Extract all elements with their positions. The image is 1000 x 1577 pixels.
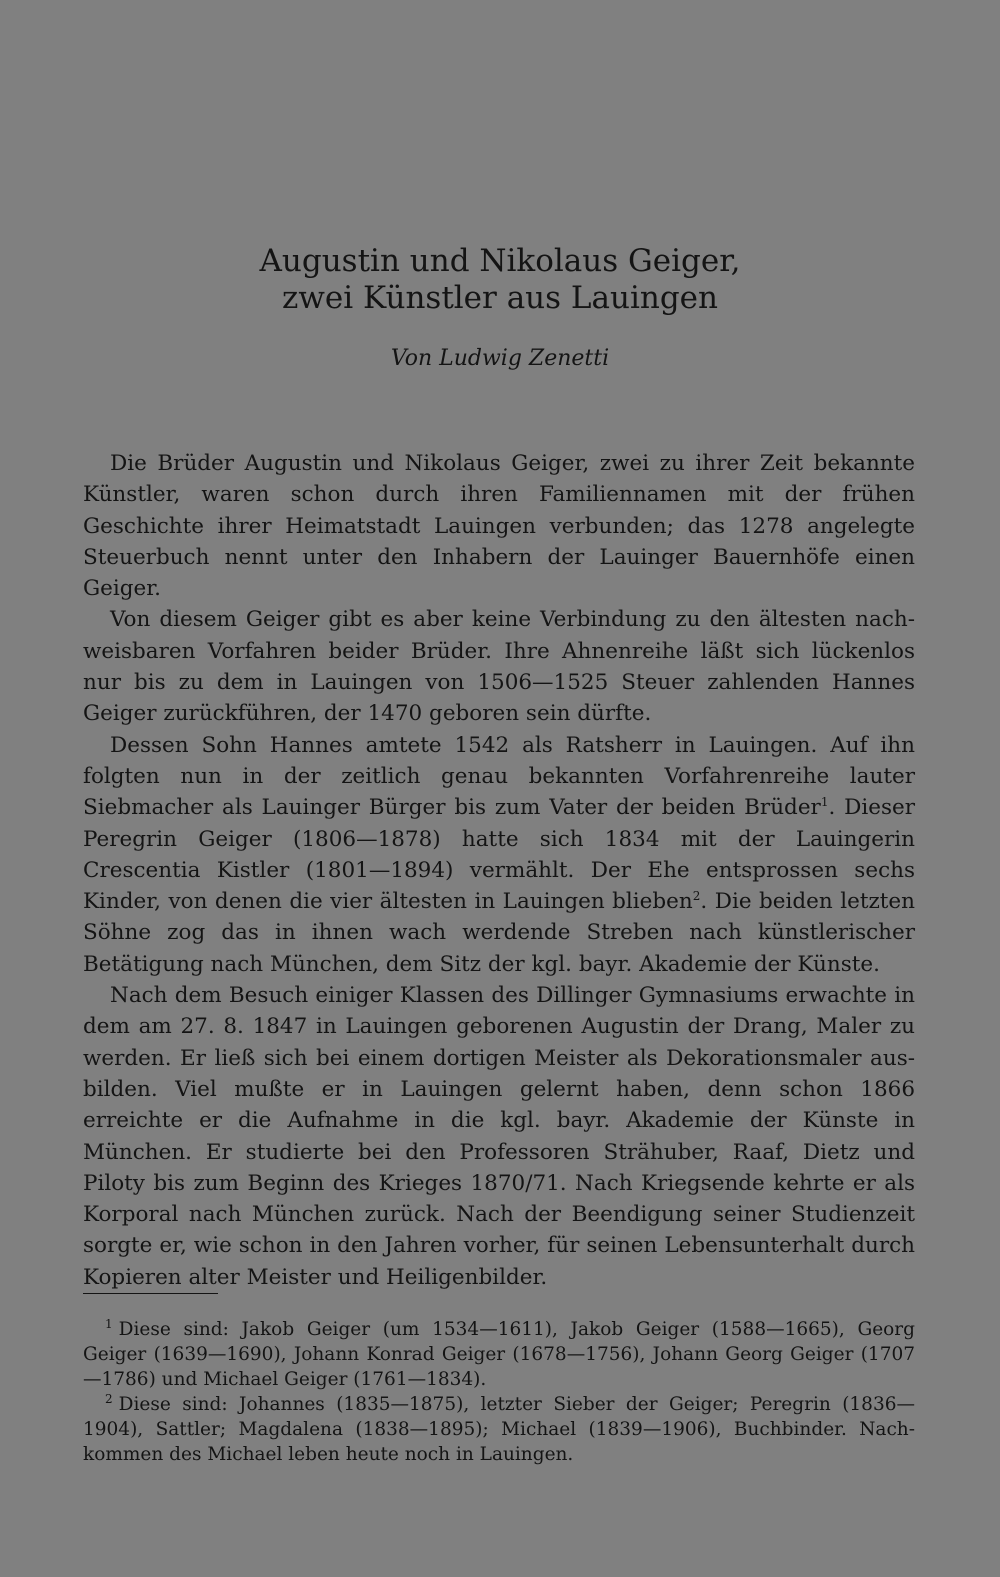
author-byline: Von Ludwig Zenetti — [390, 346, 610, 371]
footnote-reference[interactable]: 2 — [692, 889, 701, 903]
paragraph — [83, 604, 915, 729]
footnote-divider — [83, 1293, 218, 1294]
footnote — [83, 1317, 915, 1392]
paragraph-text: . Dieser Peregrin Geiger (1806—1878) hatte sich 1834 mit der Lauingerin Crescentia Kistler (1801—​1894) vermählt. Der Ehe entsprossen sechs Kinder, von denen die vier ältesten in Lauingen blieben — [83, 795, 915, 915]
footnote — [83, 1392, 915, 1467]
footnote-text: Diese sind: Johannes (1835—1875), letzter Sieber der Geiger; Peregrin (1836—​1904), Sattler; Magdalena (1838—1895); Michael (1839—1906), Buchbinder. Nachkommen des Michael leben heute noch in Lauingen. — [83, 1394, 915, 1465]
footnote-mark: 2 — [105, 1391, 113, 1406]
title-line-1: Augustin und Nikolaus Geiger, — [259, 243, 741, 279]
paragraph-text: . Die beiden letzten Söhne zog das in ihnen wach werdende Streben nach künstlerischer Betätigung nach München, dem Sitz der kgl. bayr. Akademie der Künste. — [83, 889, 915, 977]
paragraph-text: Nach dem Besuch einiger Klassen des Dillinger Gymnasiums erwachte in dem am 27. 8. 1847 in Lauingen geborenen Augustin der Drang, Maler zu werden. Er ließ sich bei einem dortigen Meister als Dekorationsmaler ausbilden. Viel mußte er in Lauingen gelernt haben, denn schon 1866 erreichte er die Aufnahme in die kgl. bayr. Akademie der Künste in München. Er studierte bei den Professoren Strähuber, Raaf, Dietz und Piloty bis zum Beginn des Krieges 1870/71. Nach Kriegsende kehrte er als Korporal nach München zurück. Nach der Beendigung seiner Studienzeit sorgte er, wie schon in den Jahren vorher, für seinen Lebensunterhalt durch Kopieren alter Meister und Heiligenbilder. — [83, 983, 915, 1290]
footnote-reference[interactable]: 1 — [820, 795, 829, 810]
body-text — [83, 448, 915, 1293]
footnotes — [83, 1317, 915, 1467]
paragraph-text: Die Brüder Augustin und Nikolaus Geiger, zwei zu ihrer Zeit bekannte Künstler, waren schon durch ihren Familiennamen mit der frühen Geschichte ihrer Heimatstadt Lauingen verbunden; das 1278 angelegte Steuerbuch nennt unter den Inhabern der Lauinger Bauernhöfe einen Geiger. — [83, 451, 915, 602]
paragraph — [83, 980, 915, 1293]
paragraph — [83, 448, 915, 604]
paragraph-text: Von diesem Geiger gibt es aber keine Verbindung zu den ältesten nachweisbaren Vorfahren beider Brüder. Ihre Ahnenreihe läßt sich lückenlos nur bis zu dem in Lauingen von 1506—1525 Steuer zahlenden Hannes Geiger zurückführen, der 1470 geboren sein dürfte. — [83, 607, 915, 727]
footnote-mark: 1 — [105, 1316, 113, 1331]
title-line-2: zwei Künstler aus Lauingen — [282, 280, 718, 316]
paragraph — [83, 730, 915, 980]
paragraph-text: Dessen Sohn Hannes amtete 1542 als Ratsherr in Lauingen. Auf ihn folgten nun in der zeitlich genau bekannten Vorfahrenreihe lauter Siebmacher als Lauinger Bürger bis zum Vater der beiden Brüder — [83, 732, 915, 821]
footnote-text: Diese sind: Jakob Geiger (um 1534—1611), Jakob Geiger (1588—1665), Georg Geiger (1639—1690), Johann Konrad Geiger (1678—1756), Johann Georg Geiger (1707—1786) und Michael Geiger (1761—1834). — [83, 1319, 915, 1390]
